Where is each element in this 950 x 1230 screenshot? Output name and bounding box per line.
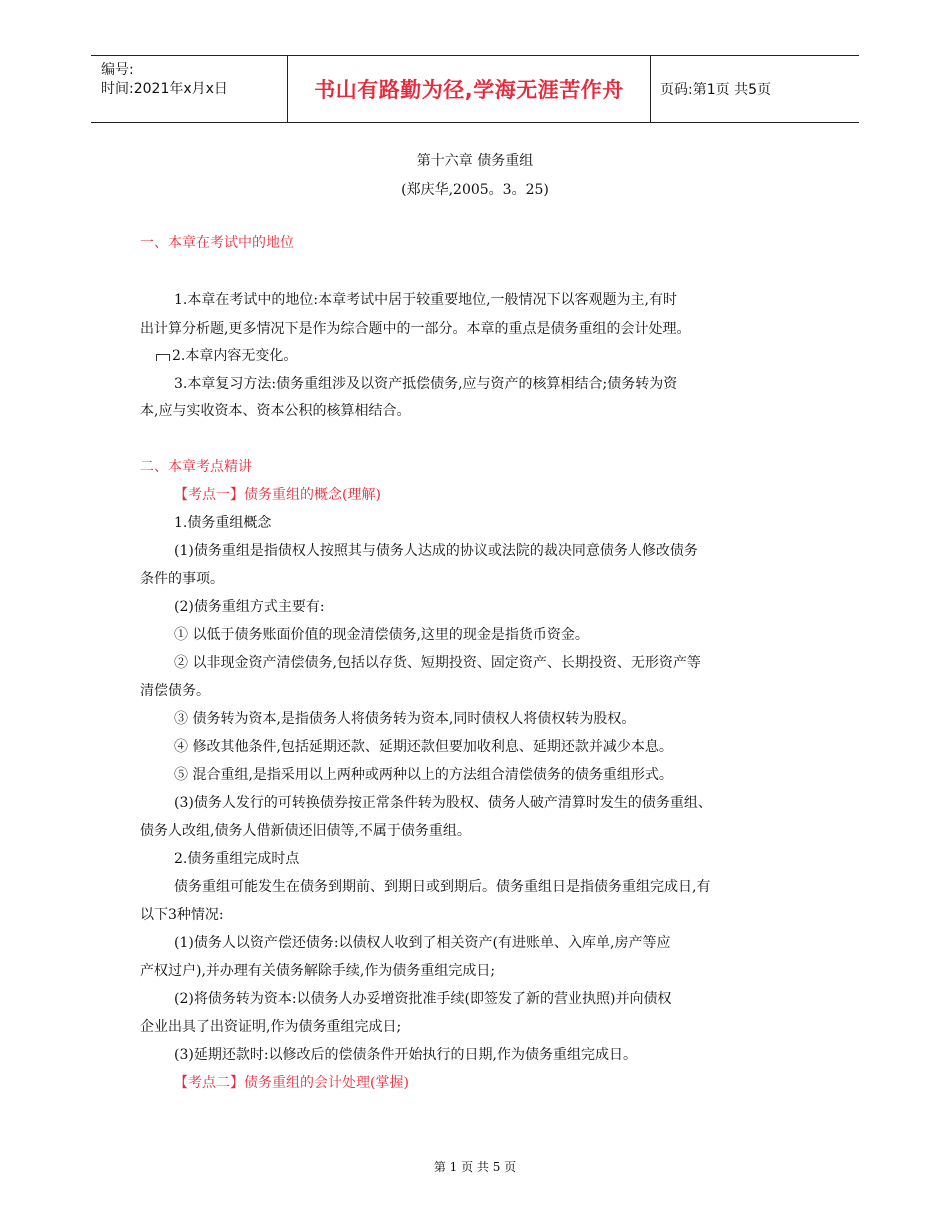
point1-heading: 【考点一】债务重组的概念(理解) bbox=[174, 487, 381, 503]
point2-heading: 【考点二】债务重组的会计处理(掌握) bbox=[174, 1075, 409, 1091]
paragraph: (3)债务人发行的可转换债券按正常条件转为股权、债务人破产清算时发生的债务重组、 bbox=[174, 795, 712, 811]
paragraph: (3)延期还款时:以修改后的偿债条件开始执行的日期,作为债务重组完成日。 bbox=[174, 1047, 637, 1063]
paragraph: 债务人改组,债务人借新债还旧债等,不属于债务重组。 bbox=[140, 823, 471, 839]
paragraph: 出计算分析题,更多情况下是作为综合题中的一部分。本章的重点是债务重组的会计处理。 bbox=[140, 321, 691, 337]
subheading: 1.债务重组概念 bbox=[174, 515, 272, 531]
paragraph: 企业出具了出资证明,作为债务重组完成日; bbox=[140, 1019, 402, 1035]
author-line: (郑庆华,2005。3。25) bbox=[401, 182, 549, 198]
chapter-title: 第十六章 债务重组 bbox=[416, 153, 534, 169]
paragraph: 1.本章在考试中的地位:本章考试中居于较重要地位,一般情况下以客观题为主,有时 bbox=[174, 292, 677, 308]
section1-heading: 一、本章在考试中的地位 bbox=[140, 235, 294, 251]
paragraph: (2)债务重组方式主要有: bbox=[174, 599, 325, 615]
motto: 书山有路勤为径,学海无涯苦作舟 bbox=[287, 56, 651, 122]
header-table bbox=[91, 55, 859, 123]
list-item: ④ 修改其他条件,包括延期还款、延期还款但要加收利息、延期还款并减少本息。 bbox=[174, 739, 673, 755]
paragraph: 3.本章复习方法:债务重组涉及以资产抵偿债务,应与资产的核算相结合;债务转为资 bbox=[174, 376, 678, 392]
paragraph: (2)将债务转为资本:以债务人办妥增资批准手续(即签发了新的营业执照)并向债权 bbox=[174, 991, 672, 1007]
list-item: ③ 债务转为资本,是指债务人将债务转为资本,同时债权人将债权转为股权。 bbox=[174, 711, 636, 727]
subheading: 2.债务重组完成时点 bbox=[174, 851, 300, 867]
paragraph: 2.本章内容无变化。 bbox=[172, 348, 298, 364]
edit-mark-icon bbox=[156, 354, 170, 361]
paragraph: 以下3种情况: bbox=[140, 907, 224, 923]
section2-heading: 二、本章考点精讲 bbox=[140, 459, 252, 475]
list-item: ② 以非现金资产清偿债务,包括以存货、短期投资、固定资产、长期投资、无形资产等 bbox=[174, 655, 701, 671]
list-item: ⑤ 混合重组,是指采用以上两种或两种以上的方法组合清偿债务的债务重组形式。 bbox=[174, 767, 673, 783]
header-meta bbox=[91, 56, 287, 122]
paragraph: 产权过户),并办理有关债务解除手续,作为债务重组完成日; bbox=[140, 963, 496, 979]
list-item: 清偿债务。 bbox=[140, 683, 210, 699]
time-label: 时间:2021年x月x日 bbox=[101, 81, 228, 97]
paragraph: 条件的事项。 bbox=[140, 571, 224, 587]
page-footer: 第 1 页 共 5 页 bbox=[433, 1160, 517, 1174]
paragraph: 本,应与实收资本、资本公积的核算相结合。 bbox=[140, 403, 411, 419]
paragraph: (1)债务人以资产偿还债务:以债权人收到了相关资产(有进账单、入库单,房产等应 bbox=[174, 935, 671, 951]
list-item: ① 以低于债务账面价值的现金清偿债务,这里的现金是指货币资金。 bbox=[174, 627, 589, 643]
paragraph: (1)债务重组是指债权人按照其与债务人达成的协议或法院的裁决同意债务人修改债务 bbox=[174, 543, 698, 559]
page-info: 页码:第1页 共5页 bbox=[660, 82, 771, 98]
paragraph: 债务重组可能发生在债务到期前、到期日或到期后。债务重组日是指债务重组完成日,有 bbox=[174, 879, 711, 895]
number-label: 编号: bbox=[101, 62, 134, 78]
